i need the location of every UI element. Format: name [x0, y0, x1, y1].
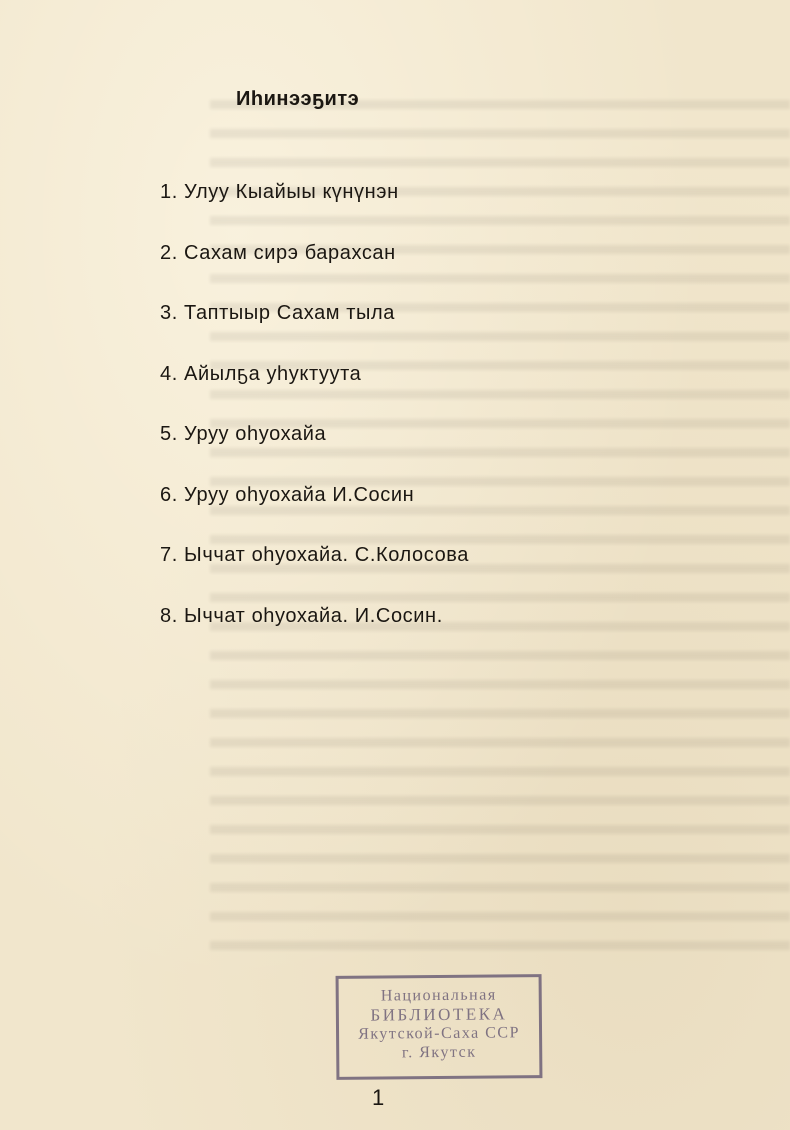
contents-item: 3. Таптыыр Сахам тыла [160, 302, 396, 324]
contents-item: 6. Уруу оһуохайа И.Сосин [160, 483, 415, 506]
contents-item: 8. Ыччат оһуохайа. И.Сосин. [160, 604, 443, 627]
contents-item: 5. Уруу оһуохайа [160, 423, 327, 445]
stamp-line-1: Национальная [380, 986, 497, 1005]
contents-item: 4. Айылҕа уһуктуута [160, 362, 362, 385]
stamp-line-4: г. Якутск [401, 1043, 477, 1062]
page-number: 1 [372, 1085, 385, 1110]
stamp-line-2: БИБЛИОТЕКА [370, 1004, 508, 1025]
contents-item: 2. Сахам сирэ барахсан [160, 241, 396, 264]
contents-item: 1. Улуу Кыайыы күнүнэн [160, 181, 399, 203]
stamp-line-3: Якутской-Саха ССР [358, 1024, 521, 1043]
library-stamp [336, 974, 543, 1080]
page-title: Иһинээҕитэ [236, 88, 360, 110]
contents-item: 7. Ыччат оһуохайа. С.Колосова [160, 544, 470, 566]
table-of-contents [160, 172, 469, 656]
